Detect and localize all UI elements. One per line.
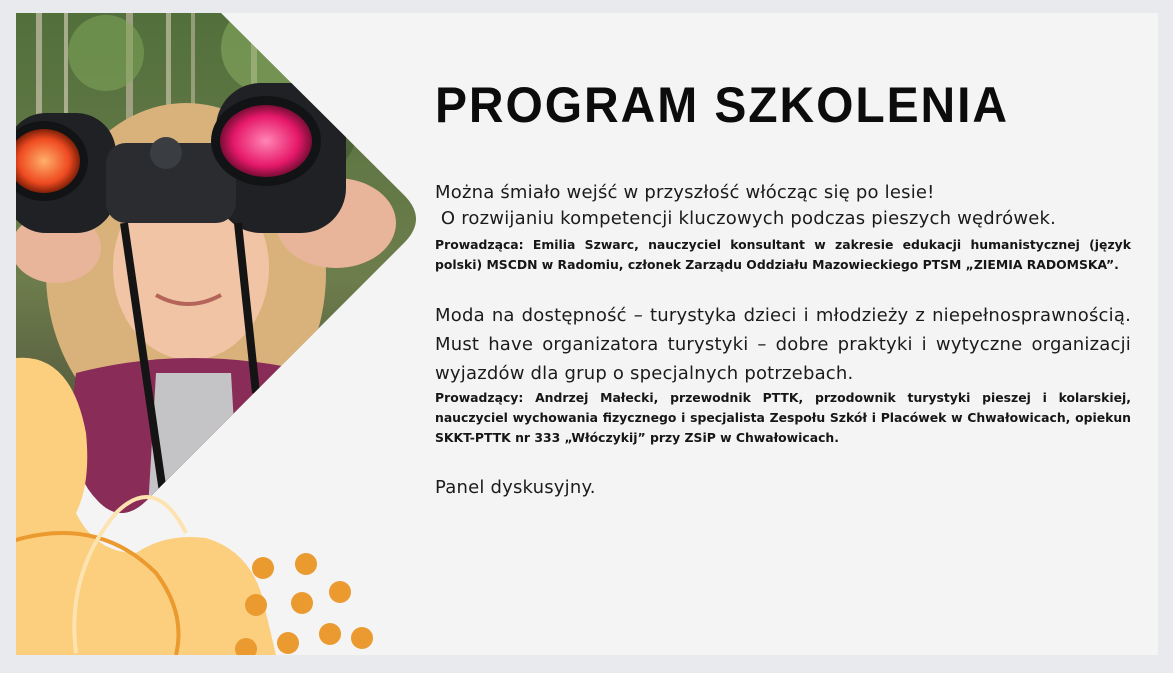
session1-title-line1: Można śmiało wejść w przyszłość włócząc się po lesie! [435,182,935,203]
slide [16,13,1158,655]
orange-blob-shape [16,358,276,655]
session1-title-line2 [435,207,1131,231]
session1-speaker: Prowadząca: Emilia Szwarc, nauczyciel konsultant w zakresie edukacji humanistycznej (język polski) MSCDN w Radomiu, członek Zarządu Oddziału Mazowieckiego PTSM „ZIEMIA RADOMSKA”. [435,237,1131,272]
orange-decoration [16,13,436,655]
panel-discussion: Panel dyskusyjny. [435,477,596,498]
session2-title: Moda na dostępność – turystyka dzieci i młodzieży z niepełnosprawnością. Must have organizatora turystyki – dobre praktyki i wytyczne organizacji wyjazdów dla grup o specjalnych potrzebach. [435,305,1131,384]
session2-speaker: Prowadzący: Andrzej Małecki, przewodnik PTTK, przodownik turystyki pieszej i kolarskiej, nauczyciel wychowania fizycznego i specjalista Zespołu Szkół i Placówek w Chwałowicach, opiekun SKKT-PTTK nr 333 „Włóczykij” przy ZSiP w Chwałowicach. [435,390,1131,445]
session1-title-line2-text: O rozwijaniu kompetencji kluczowych podczas pieszych wędrówek. [440,208,1057,229]
spacer [435,275,1131,301]
program-content [435,77,1131,502]
page-title: PROGRAM SZKOLENIA [435,77,1009,133]
spacer [435,448,1131,474]
